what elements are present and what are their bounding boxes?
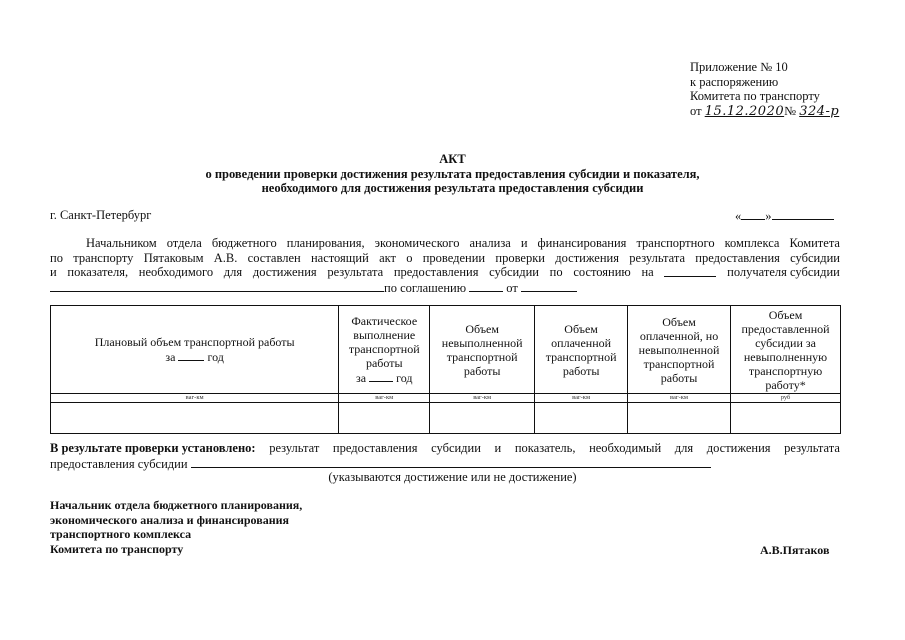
- word: по: [549, 265, 563, 279]
- unit-cell: руб: [731, 394, 841, 403]
- unit-cell: ваг-км: [628, 394, 731, 403]
- word: результата: [629, 250, 686, 265]
- unit-cell: ваг-км: [51, 394, 339, 403]
- unit-cell: ваг-км: [430, 394, 535, 403]
- year-prefix: за: [165, 350, 176, 364]
- word: Комитета: [789, 236, 840, 250]
- table-cell[interactable]: [430, 403, 535, 434]
- signature-block: [50, 498, 302, 556]
- handwritten-date: 15.12.2020: [704, 103, 785, 119]
- word: субсидии: [489, 265, 539, 279]
- transport-work-table: [50, 305, 841, 434]
- paragraph-line-4: [50, 280, 840, 296]
- word: результата: [327, 265, 384, 279]
- word: финансирования: [537, 236, 627, 250]
- word: показатель,: [514, 441, 576, 455]
- signature-line-4: Комитета по транспорту: [50, 541, 184, 556]
- word: достижения: [706, 441, 771, 455]
- unit-cell: ваг-км: [339, 394, 430, 403]
- agreement-number-blank: [469, 280, 503, 292]
- result-section: [50, 441, 840, 471]
- word: результата: [784, 441, 840, 455]
- word: субсидии: [431, 441, 481, 455]
- title-subline-1: о проведении проверки достижения результата предоставления субсидии и показателя,: [205, 167, 700, 181]
- result-blank: [191, 456, 711, 468]
- word: транспорту: [73, 250, 134, 265]
- appendix-date-line: [690, 104, 839, 120]
- appendix-line1: Приложение № 10: [690, 60, 788, 74]
- word: транспортного: [636, 236, 715, 250]
- table-cell[interactable]: [731, 403, 841, 434]
- result-hint: (указываются достижение или не достижение): [328, 470, 577, 484]
- header-paid-unfulfilled: Объем оплаченной, но невыполненной транспортной работы: [628, 306, 731, 394]
- result-subsidy-label: предоставления субсидии: [50, 456, 188, 471]
- word: и: [520, 236, 528, 250]
- title-subline-2: необходимого для достижения результата предоставления субсидии: [261, 181, 644, 195]
- table-cell[interactable]: [339, 403, 430, 434]
- word: субсидии: [790, 250, 840, 265]
- header-unfulfilled: Объем невыполненной транспортной работы: [430, 306, 535, 394]
- document-title: АКТ: [439, 152, 466, 166]
- year-blank: [178, 349, 204, 361]
- word: проверки: [495, 250, 545, 265]
- result-line-2: [50, 456, 840, 472]
- signatory-name: А.В.Пятаков: [760, 543, 830, 557]
- word: настоящий: [310, 250, 369, 265]
- paragraph-line-2: [50, 251, 840, 266]
- appendix-line3: Комитета по транспорту: [690, 89, 820, 103]
- header-subsidy: Объем предоставленной субсидии за невыполненную транспортную работу*: [731, 306, 841, 394]
- word: Пятаковым: [143, 250, 204, 265]
- word: достижения: [252, 265, 317, 279]
- word: предоставления: [332, 441, 418, 455]
- word: отдела: [166, 236, 202, 250]
- header-planned-text: Плановый объем транспортной работы: [94, 335, 295, 349]
- agreement-label: по соглашению: [384, 280, 467, 295]
- paragraph-line-1: [50, 236, 840, 251]
- act-paragraph: [50, 236, 840, 295]
- number-prefix: №: [784, 103, 797, 118]
- planned-year-line: [53, 349, 336, 364]
- word: составлен: [247, 250, 301, 265]
- month-year-blank: [772, 208, 834, 220]
- word: состоянию: [573, 265, 631, 279]
- actual-year-line: [341, 370, 427, 385]
- word: результат: [269, 441, 320, 455]
- word: А.В.: [213, 250, 238, 265]
- paragraph-line-3: [50, 265, 840, 280]
- word: и: [494, 441, 502, 455]
- word: для: [223, 265, 243, 279]
- agreement-date-blank: [521, 280, 577, 292]
- word: необходимого: [138, 265, 214, 279]
- word: комплекса: [724, 236, 780, 250]
- year-blank: [369, 370, 393, 382]
- day-blank: [741, 208, 765, 220]
- word: бюджетного: [211, 236, 277, 250]
- word: показателя,: [67, 265, 129, 279]
- word: анализа: [469, 236, 511, 250]
- signature-line-3: транспортного комплекса: [50, 527, 192, 541]
- word: и: [50, 265, 57, 279]
- city-label: г. Санкт-Петербург: [50, 208, 152, 222]
- word: предоставления: [695, 250, 780, 265]
- table-cell[interactable]: [628, 403, 731, 434]
- from-label: от: [506, 280, 518, 295]
- word: необходимый: [589, 441, 662, 455]
- word: по: [50, 250, 63, 265]
- word: предоставления: [393, 265, 479, 279]
- header-paid: Объем оплаченной транспортной работы: [535, 306, 628, 394]
- result-lead: В результате проверки установлено:: [50, 441, 256, 455]
- year-suffix: год: [207, 350, 224, 364]
- word: планирования,: [286, 236, 365, 250]
- date-field: [735, 208, 834, 224]
- recipient-label: получателя субсидии: [727, 265, 840, 279]
- word: достижения: [555, 250, 619, 265]
- result-line-1: [50, 441, 840, 456]
- table-cell[interactable]: [51, 403, 339, 434]
- appendix-header: [690, 60, 839, 119]
- signature-line-2: экономического анализа и финансирования: [50, 512, 290, 527]
- word: проведении: [422, 250, 486, 265]
- year-suffix: год: [396, 371, 413, 385]
- unit-cell: ваг-км: [535, 394, 628, 403]
- table-units-row: [51, 394, 841, 403]
- year-prefix: за: [356, 371, 367, 385]
- open-quote: «: [735, 209, 742, 223]
- recipient-blank: [50, 280, 384, 292]
- date-prefix: от: [690, 103, 702, 118]
- close-quote: »: [765, 209, 772, 223]
- appendix-line2: к распоряжению: [690, 74, 779, 89]
- word: для: [674, 441, 694, 455]
- header-actual: [339, 306, 430, 394]
- word: экономического: [374, 236, 460, 250]
- handwritten-number: 324-р: [799, 103, 840, 119]
- header-actual-text: Фактическое выполнение транспортной работы: [348, 314, 420, 370]
- word: на: [641, 265, 654, 279]
- table-row: [51, 403, 841, 434]
- table-cell[interactable]: [535, 403, 628, 434]
- word: акт: [379, 250, 396, 265]
- table-header-row: [51, 306, 841, 394]
- status-date-blank: [664, 265, 716, 277]
- header-planned: [51, 306, 339, 394]
- signature-line-1: Начальник отдела бюджетного планирования,: [50, 498, 303, 512]
- word: Начальником: [86, 236, 157, 250]
- word: о: [406, 250, 413, 265]
